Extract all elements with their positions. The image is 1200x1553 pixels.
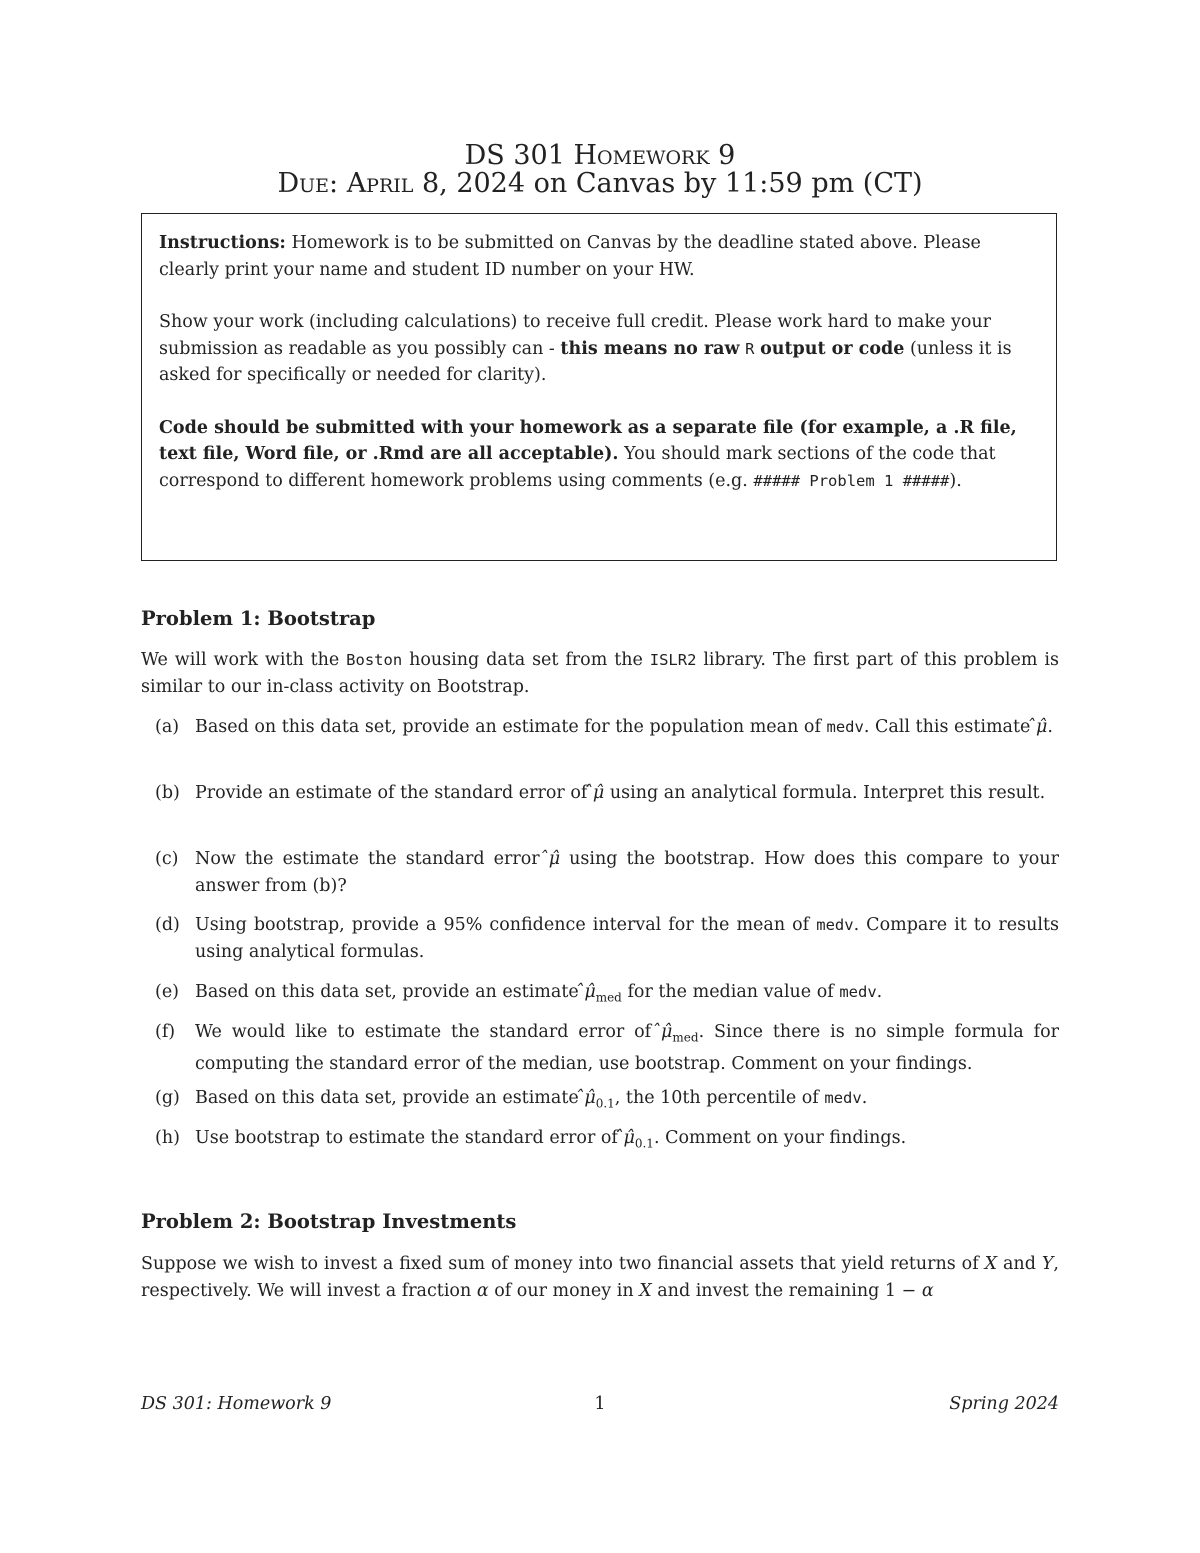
instructions-paragraph-2 [159,309,1039,389]
variable-name: medv [816,916,854,934]
item-text-part: Now the estimate the standard error [195,849,540,869]
mu-hat-symbol: ̂ μ̂ [584,982,595,1002]
homework-number: 9 [718,140,736,171]
item-text-part: . Since there is no simple formula for computing the standard error of the median, use bootstrap. Comment on your findings. [195,1022,1059,1074]
item-label: (c) [155,849,179,869]
item-text: Based on this data set, provide an estimate for the population mean of medv. Call this estimate ̂ μ̂. [195,714,1059,741]
item-text-part: Based on this data set, provide an estimate for the population mean of [195,717,821,737]
due-date: April 8, 2024 [346,168,526,199]
library-name: ISLR2 [649,651,697,669]
instructions-paragraph-3 [159,415,1039,495]
problem-item-c [141,846,1059,899]
footer-term: Spring 2024 [949,1394,1059,1414]
intro-text: housing data set from the [409,650,643,670]
mu-hat-symbol: ̂ μ̂ [1036,717,1047,737]
item-text-part: using the bootstrap. How does this compare to your answer from (b)? [195,849,1059,896]
due-line [0,168,1200,199]
problem-item-b [141,780,1059,807]
dataset-name: Boston [346,651,403,669]
item-label: (e) [155,982,180,1002]
footer-course: DS 301: Homework 9 [141,1394,332,1414]
item-text [195,846,1059,899]
item-text-part: . Compare it to results using analytical formulas. [195,915,1059,962]
instructions-text-3d: ). [949,470,962,491]
r-code-term: R [745,339,755,358]
alpha-symbol: α [476,1280,489,1301]
item-text-part: Using bootstrap, provide a 95% confidence interval for the mean of [195,915,810,935]
instructions-text-3a: Code should be submitted with your homework as a separate file (for example, a .R file, text file, Word file, or .Rmd are all acceptable). [159,417,1017,464]
item-text-part: Based on this data set, provide an estimate [195,982,579,1002]
instructions-text-1: Homework is to be submitted on Canvas by the deadline stated above. Please clearly print your name and student ID number on your HW. [159,233,981,280]
due-label: Due: [277,168,339,199]
instructions-box [141,213,1057,561]
item-text [195,1019,1059,1078]
variable-x: X [984,1254,998,1274]
comment-example: ##### Problem 1 ##### [753,471,950,490]
problem-2-text-part: of our money in [494,1280,634,1301]
problem-item-e [141,979,1059,1011]
item-text: Based on this data set, provide an estimate ̂ $\mû_{0.1}$, the 10th percentile of medv. [195,1085,1059,1117]
mu-hat-symbol: ̂ μ̂ [593,783,604,803]
item-text-part: . Call this estimate [863,717,1031,737]
problem-1-heading: Problem 1: Bootstrap [141,607,376,630]
item-text-part: , the 10th percentile of [614,1088,819,1108]
homework-word: Homework [573,140,710,171]
item-text-part: Provide an estimate of the standard error of [195,783,588,803]
item-text-part: Based on this data set, provide an estimate [195,1088,579,1108]
problem-item-h [141,1125,1059,1157]
intro-text: We will work with the [141,650,340,670]
item-text [195,1125,1059,1157]
intro-text: library. The first part of this problem is similar to our in-class activity on Bootstrap. [141,650,1059,697]
item-text [195,912,1059,965]
item-text-part: We would like to estimate the standard error of [195,1022,652,1042]
item-label: (h) [155,1128,180,1148]
item-text-part: using an analytical formula. Interpret this result. [609,783,1046,803]
item-text [195,780,1059,807]
item-label: (g) [155,1088,180,1108]
mu-hat-symbol: ̂ μ̂ [549,849,560,869]
problem-item-g [141,1085,1059,1117]
problem-2-text-part: and [1002,1254,1036,1274]
item-text-part: . Comment on your findings. [653,1128,907,1148]
subscript: med [672,1030,699,1045]
item-label: (f) [155,1022,176,1042]
problem-2-text-part: and invest the remaining 1 − [657,1280,917,1301]
subscript: 0.1 [595,1096,615,1111]
problem-2-text-part: Suppose we wish to invest a fixed sum of money into two financial assets that yield returns of [141,1254,979,1274]
problem-2-text [141,1251,1059,1304]
problem-1-intro [141,647,1059,700]
document-title [0,140,1200,171]
instructions-text-2d: output or code [760,338,905,359]
instructions-label: Instructions: [159,233,286,253]
mu-hat-symbol: ̂ μ̂ [661,1022,672,1042]
instructions-text-2e: (unless it is asked for specifically or needed for clarity). [159,338,1012,385]
problem-2-text-part: , respectively. We will invest a fraction [141,1254,1059,1301]
mu-hat-symbol: ̂ μ̂ [584,1088,595,1108]
variable-name: medv [824,1089,862,1107]
variable-x: X [639,1280,652,1301]
due-details: on Canvas by 11:59 pm (CT) [533,168,923,199]
variable-name: medv [826,718,864,736]
mu-hat-symbol: ̂ μ̂ [623,1128,634,1148]
item-text-part: Use bootstrap to estimate the standard error of [195,1128,618,1148]
subscript: 0.1 [634,1136,654,1151]
alpha-symbol: α [921,1280,934,1301]
variable-name: medv [839,983,877,1001]
instructions-text-2b: this means no raw [560,338,740,359]
footer-page-number: 1 [594,1394,606,1414]
instructions-text-2a: Show your work (including calculations) to receive full credit. Please work hard to make your submission as readable as you possibly can - [159,312,992,359]
problem-item-f [141,1019,1059,1078]
problem-item-d [141,912,1059,965]
item-label: (a) [155,717,180,737]
variable-y: Y [1041,1254,1054,1274]
problem-2-heading: Problem 2: Bootstrap Investments [141,1210,517,1233]
item-label: (b) [155,783,180,803]
instructions-paragraph-1 [159,230,1039,283]
problem-item-a [141,714,1059,741]
instructions-text-3b: You should mark sections of the code that correspond to different homework problems using comments (e.g. [159,444,996,491]
course-code: DS 301 [464,140,565,171]
subscript: med [595,990,622,1005]
item-text: Based on this data set, provide an estimate ̂ $\mû_{med}$ for the median value of medv. [195,979,1059,1011]
item-text-part: for the median value of [627,982,834,1002]
item-label: (d) [155,915,180,935]
